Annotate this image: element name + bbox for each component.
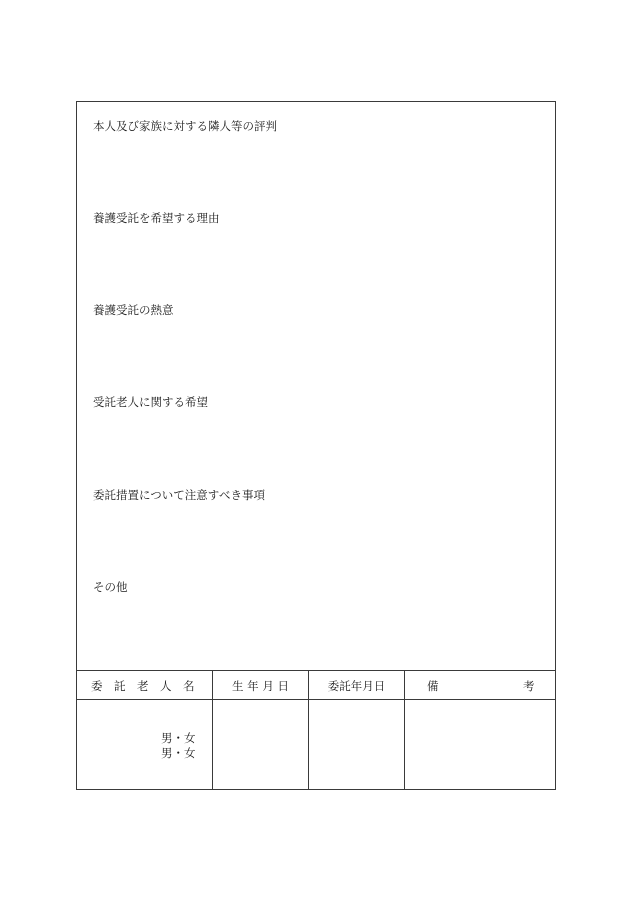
birth-date-cell[interactable] xyxy=(213,700,308,789)
consignment-form xyxy=(76,101,556,790)
gender-option-1[interactable]: 男・女 xyxy=(161,731,196,745)
header-remarks-right: 考 xyxy=(523,678,535,693)
section-enthusiasm: 養護受託の熱意 xyxy=(93,303,174,317)
section-neighbor-reputation: 本人及び家族に対する隣人等の評判 xyxy=(93,119,277,133)
section-cautions: 委託措置について注意すべき事項 xyxy=(93,488,266,502)
consignment-date-cell[interactable] xyxy=(309,700,404,789)
section-wishes-for-elderly: 受託老人に関する希望 xyxy=(93,395,208,409)
section-other: その他 xyxy=(93,580,128,594)
header-remarks xyxy=(405,671,557,700)
header-birth-date: 生 年 月 日 xyxy=(232,678,289,693)
section-reason-for-request: 養護受託を希望する理由 xyxy=(93,211,220,225)
header-elderly-name: 委 託 老 人 名 xyxy=(91,678,195,693)
remarks-cell[interactable] xyxy=(405,700,555,789)
header-consignment-date: 委託年月日 xyxy=(327,678,386,693)
gender-option-2[interactable]: 男・女 xyxy=(161,746,196,760)
header-remarks-left: 備 xyxy=(427,678,439,693)
